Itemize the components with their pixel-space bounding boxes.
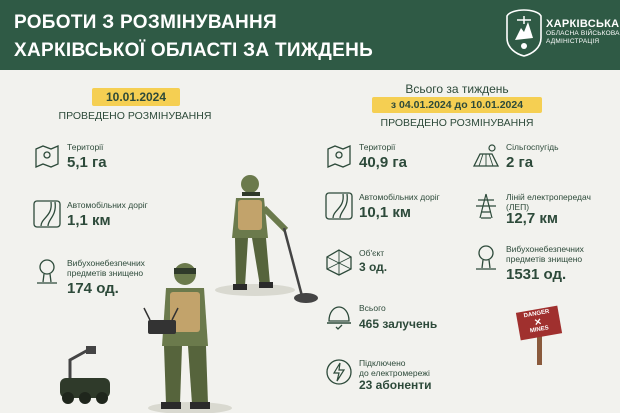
item-label: Автомобільних доріг <box>67 200 148 210</box>
item-label: Вибухонебезпечних предметів знищено <box>67 258 145 278</box>
power-line-icon <box>472 192 500 220</box>
sapper-helmet-icon <box>325 303 353 331</box>
item-label: Об'єкт <box>359 248 385 258</box>
power-icon <box>325 358 353 386</box>
item-label: Території <box>67 142 104 152</box>
item-value: 174 од. <box>67 280 119 297</box>
item-value: 1531 од. <box>506 266 567 283</box>
item-label: Підключено до електромережі <box>359 358 430 378</box>
org-name-block <box>546 18 620 46</box>
org-sub-2: АДМІНІСТРАЦІЯ <box>546 38 600 45</box>
item-label: Всього <box>359 303 386 313</box>
item-value: 465 залучень <box>359 317 438 331</box>
week-title: Всього за тиждень <box>405 82 509 96</box>
sign-line-1: DANGER <box>523 308 550 320</box>
item-value: 2 га <box>506 154 534 171</box>
field-icon <box>472 142 500 170</box>
org-name: ХАРКІВСЬКА <box>546 18 620 30</box>
item-value: 40,9 га <box>359 154 407 171</box>
demining-robot <box>60 346 110 404</box>
soldier-with-detector <box>232 175 318 303</box>
item-label: Вибухонебезпечних предметів знищено <box>506 244 584 264</box>
title-line-1: РОБОТИ З РОЗМІНУВАННЯ <box>14 12 278 33</box>
item-value: 3 од. <box>359 260 388 274</box>
item-label: Ліній електропередач (ЛЕП) <box>506 192 591 212</box>
coat-of-arms-icon <box>505 8 543 58</box>
item-value: 12,7 км <box>506 210 558 227</box>
title-line-2: ХАРКІВСЬКОЇ ОБЛАСТІ ЗА ТИЖДЕНЬ <box>14 40 374 61</box>
map-pin-icon <box>325 142 353 170</box>
item-value: 10,1 км <box>359 204 411 221</box>
week-subtitle: ПРОВЕДЕНО РОЗМІНУВАННЯ <box>380 117 534 129</box>
sign-line-2: MINES <box>529 325 550 335</box>
org-sub-1: ОБЛАСНА ВІЙСЬКОВА <box>546 30 620 37</box>
sign-cross: ✕ <box>533 316 543 328</box>
item-value: 23 абоненти <box>359 378 432 392</box>
item-label: Території <box>359 142 396 152</box>
map-pin-icon <box>33 142 61 170</box>
road-icon <box>325 192 353 220</box>
item-label: Автомобільних доріг <box>359 192 440 202</box>
week-range-badge: з 04.01.2024 до 10.01.2024 <box>372 97 542 113</box>
soldier-with-remote <box>144 263 210 409</box>
explosion-icon <box>472 244 500 272</box>
day-date-badge: 10.01.2024 <box>92 88 180 106</box>
building-icon <box>325 248 353 276</box>
item-label: Сільгоспугідь <box>506 142 559 152</box>
item-value: 5,1 га <box>67 154 107 171</box>
header-banner <box>0 0 620 70</box>
deminers-illustration <box>40 168 320 413</box>
item-value: 1,1 км <box>67 212 111 229</box>
day-subtitle: ПРОВЕДЕНО РОЗМІНУВАННЯ <box>58 110 212 122</box>
